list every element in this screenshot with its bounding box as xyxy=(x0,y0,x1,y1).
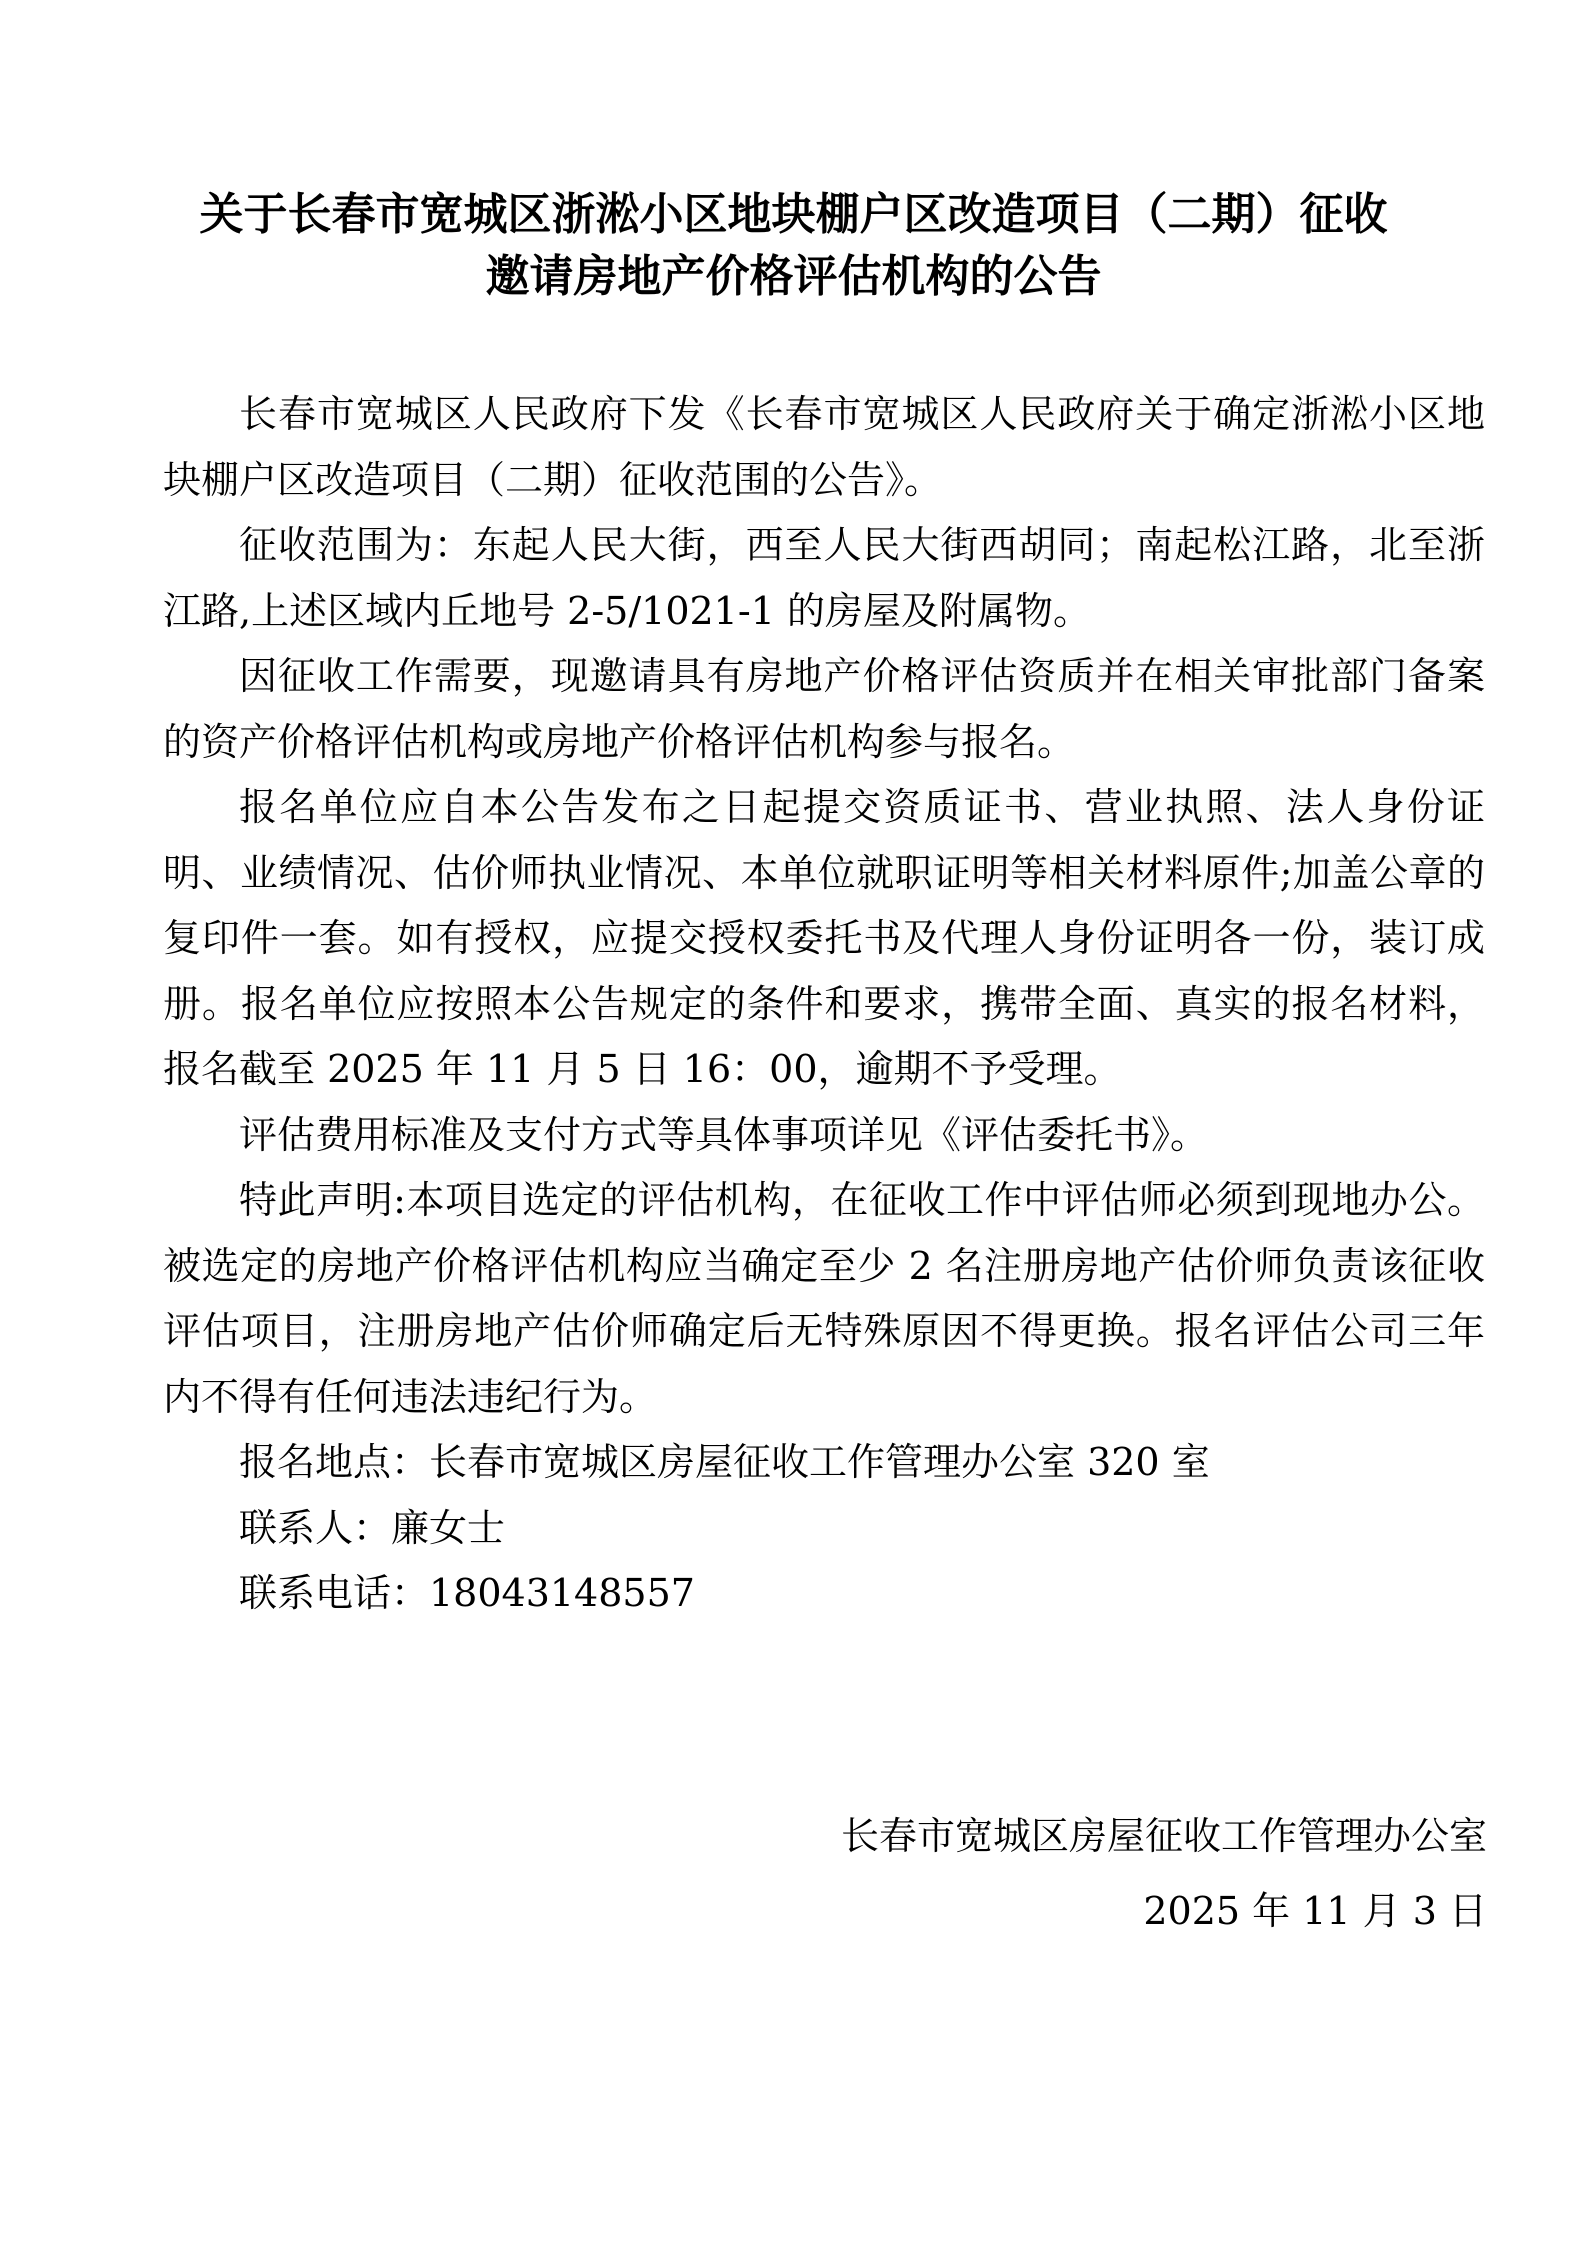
notice-body xyxy=(163,382,1485,1627)
notice-title-line-2: 邀请房地产价格评估机构的公告 xyxy=(485,251,1102,302)
paragraph-registration-location: 报名地点：长春市宽城区房屋征收工作管理办公室 320 室 xyxy=(239,1440,1210,1484)
paragraph-registration-requirements: 报名单位应自本公告发布之日起提交资质证书、营业执照、法人身份证明、业绩情况、估价师执业情况、本单位就职证明等相关材料原件;加盖公章的复印件一套。如有授权，应提交授权委托书及代理人身份证明各一份，装订成册。报名单位应按照本公告规定的条件和要求，携带全面、真实的报名材料，报名截至 2025 年 11 月 5 日 16：00，逾期不予受理。 xyxy=(163,785,1485,1091)
paragraph-declaration: 特此声明:本项目选定的评估机构，在征收工作中评估师必须到现地办公。被选定的房地产价格评估机构应当确定至少 2 名注册房地产估价师负责该征收评估项目，注册房地产估价师确定后无特殊原因不得更换。报名评估公司三年内不得有任何违法违纪行为。 xyxy=(163,1178,1485,1419)
signature-organization: 长春市宽城区房屋征收工作管理办公室 xyxy=(840,1814,1487,1858)
signature-date: 2025 年 11 月 3 日 xyxy=(1143,1889,1487,1933)
paragraph-government-announcement: 长春市宽城区人民政府下发《长春市宽城区人民政府关于确定浙淞小区地块棚户区改造项目（二期）征收范围的公告》。 xyxy=(163,392,1485,502)
paragraph-contact-person: 联系人：廉女士 xyxy=(239,1505,506,1550)
paragraph-expropriation-scope: 征收范围为：东起人民大街，西至人民大街西胡同；南起松江路，北至浙江路,上述区域内丘地号 2-5/1021-1 的房屋及附属物。 xyxy=(163,523,1485,633)
notice-title-line-1: 关于长春市宽城区浙淞小区地块棚户区改造项目（二期）征收 xyxy=(199,189,1388,240)
paragraph-invitation: 因征收工作需要，现邀请具有房地产价格评估资质并在相关审批部门备案的资产价格评估机构或房地产价格评估机构参与报名。 xyxy=(163,654,1485,764)
paragraph-fee-standard: 评估费用标准及支付方式等具体事项详见《评估委托书》。 xyxy=(239,1112,1209,1157)
paragraph-contact-phone: 联系电话：18043148557 xyxy=(239,1571,695,1615)
